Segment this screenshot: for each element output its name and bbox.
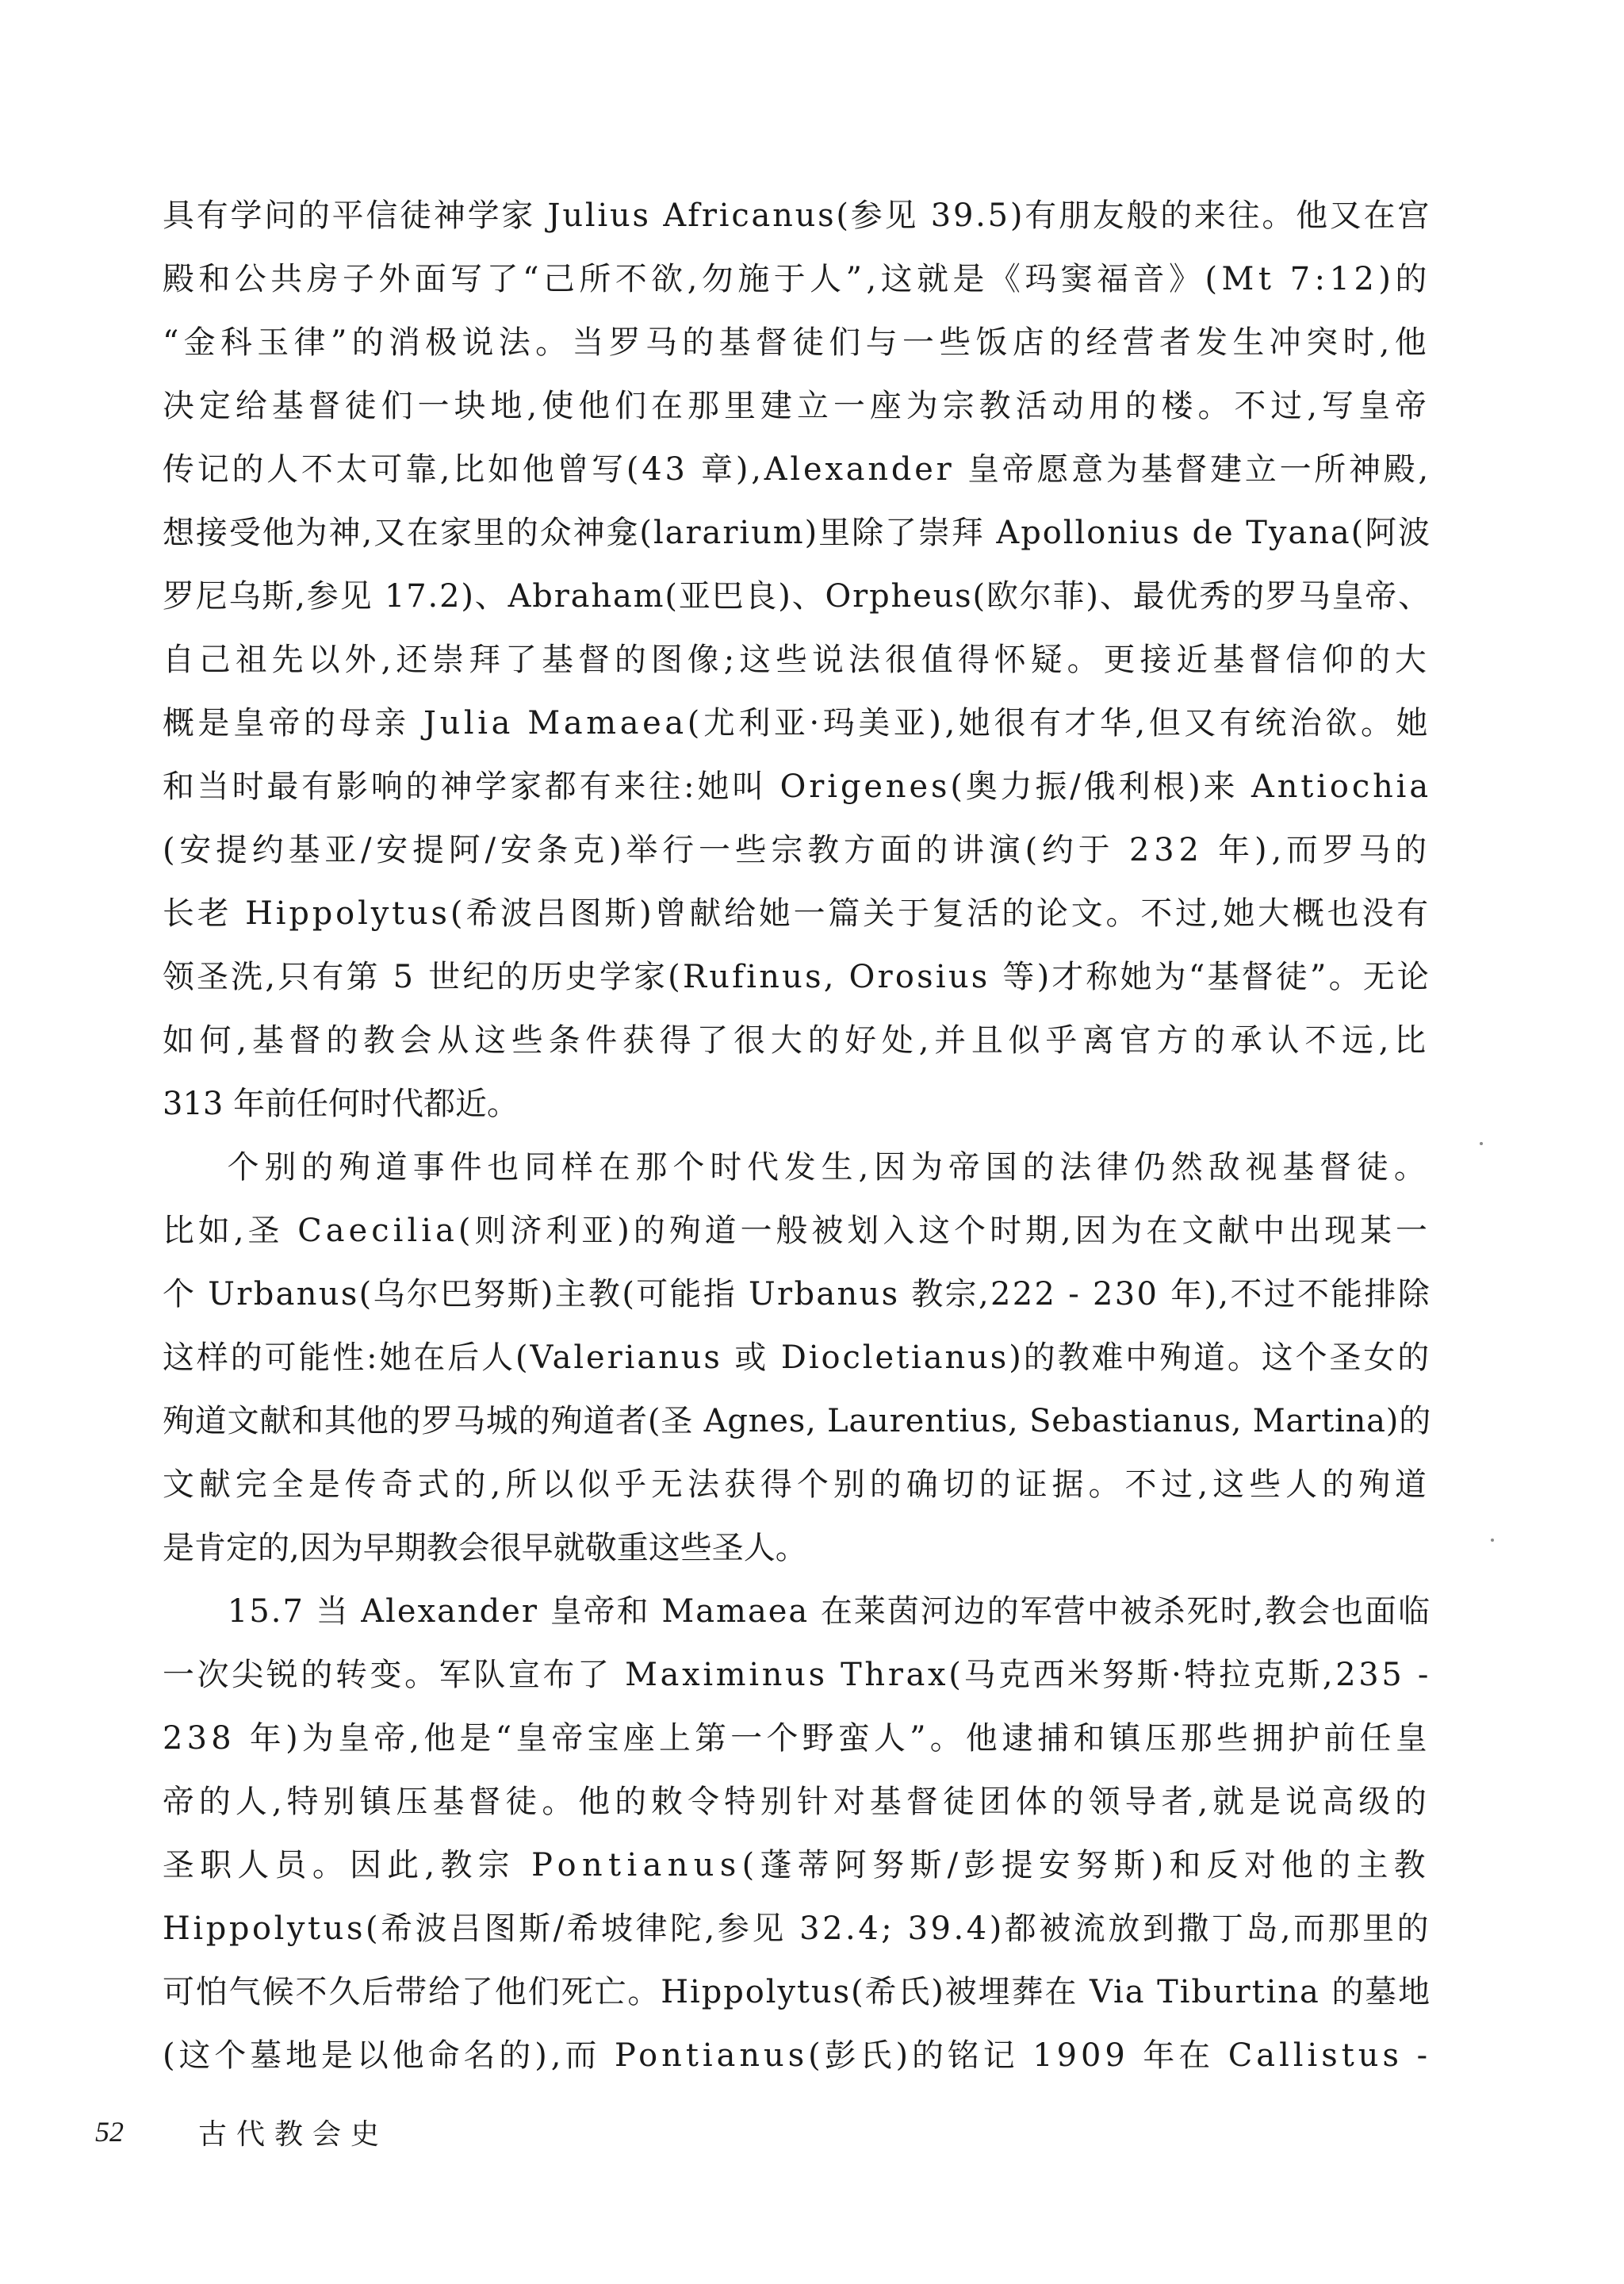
text-line: 个别的殉道事件也同样在那个时代发生,因为帝国的法律仍然敌视基督徒。 <box>227 1149 1431 1186</box>
text-line: 是肯定的,因为早期教会很早就敬重这些圣人。 <box>163 1530 807 1566</box>
text-line: 传记的人不太可靠,比如他曾写(43 章),Alexander 皇帝愿意为基督建立一所神殿, <box>163 451 1431 488</box>
page-number: 52 <box>95 2116 124 2148</box>
text-line: 想接受他为神,又在家里的众神龛(lararium)里除了崇拜 Apollonius de Tyana(阿波 <box>163 515 1432 551</box>
scan-speck <box>1491 1539 1494 1542</box>
text-line: 这样的可能性:她在后人(Valerianus 或 Diocletianus)的教难中殉道。这个圣女的 <box>163 1339 1432 1376</box>
text-line: 具有学问的平信徒神学家 Julius Africanus(参见 39.5)有朋友般的来往。他又在宫 <box>163 197 1432 234</box>
text-line: 个 Urbanus(乌尔巴努斯)主教(可能指 Urbanus 教宗,222 - 230 年),不过不能排除 <box>163 1276 1432 1313</box>
text-line: 概是皇帝的母亲 Julia Mamaea(尤利亚·玛美亚),她很有才华,但又有统治欲。她 <box>163 705 1431 742</box>
text-line: “金科玉律”的消极说法。当罗马的基督徒们与一些饭店的经营者发生冲突时,他 <box>163 324 1432 361</box>
text-line: 可怕气候不久后带给了他们死亡。Hippolytus(希氏)被埋葬在 Via Tiburtina 的墓地 <box>163 1974 1432 2010</box>
text-line: Hippolytus(希波吕图斯/希坡律陀,参见 32.4; 39.4)都被流放到撒丁岛,而那里的 <box>163 1910 1432 1947</box>
text-line: 决定给基督徒们一块地,使他们在那里建立一座为宗教活动用的楼。不过,写皇帝 <box>163 388 1432 424</box>
text-line: 领圣洗,只有第 5 世纪的历史学家(Rufinus, Orosius 等)才称她为“基督徒”。无论 <box>163 959 1432 995</box>
text-line: (这个墓地是以他命名的),而 Pontianus(彭氏)的铭记 1909 年在 Callistus - <box>163 2037 1432 2074</box>
scan-speck <box>1480 1142 1483 1145</box>
text-line: 殉道文献和其他的罗马城的殉道者(圣 Agnes, Laurentius, Sebastianus, Martina)的 <box>163 1403 1432 1439</box>
text-line: 殿和公共房子外面写了“己所不欲,勿施于人”,这就是《玛窦福音》(Mt 7:12)的 <box>163 261 1431 297</box>
text-line: 文献完全是传奇式的,所以似乎无法获得个别的确切的证据。不过,这些人的殉道 <box>163 1466 1432 1503</box>
text-line: 313 年前任何时代都近。 <box>163 1086 519 1122</box>
text-line: 长老 Hippolytus(希波吕图斯)曾献给她一篇关于复活的论文。不过,她大概也没有 <box>163 895 1432 932</box>
text-line: 一次尖锐的转变。军队宣布了 Maximinus Thrax(马克西米努斯·特拉克斯,235 - <box>163 1657 1432 1693</box>
body-text <box>163 184 1431 2087</box>
text-line: 圣职人员。因此,教宗 Pontianus(蓬蒂阿努斯/彭提安努斯)和反对他的主教 <box>163 1847 1432 1884</box>
text-line: 罗尼乌斯,参见 17.2)、Abraham(亚巴良)、Orpheus(欧尔菲)、最优秀的罗马皇帝、 <box>163 578 1431 615</box>
text-line: 帝的人,特别镇压基督徒。他的敕令特别针对基督徒团体的领导者,就是说高级的 <box>163 1784 1432 1820</box>
text-line: 比如,圣 Caecilia(则济利亚)的殉道一般被划入这个时期,因为在文献中出现某一 <box>163 1213 1431 1249</box>
page-footer <box>95 2108 389 2156</box>
text-line: 如何,基督的教会从这些条件获得了很大的好处,并且似乎离官方的承认不远,比 <box>163 1022 1431 1059</box>
running-title: 古代教会史 <box>198 2117 389 2151</box>
section-heading-line: 15.7 当 Alexander 皇帝和 Mamaea 在莱茵河边的军营中被杀死时,教会也面临 <box>227 1593 1431 1630</box>
text-line: 238 年)为皇帝,他是“皇帝宝座上第一个野蛮人”。他逮捕和镇压那些拥护前任皇 <box>163 1720 1431 1757</box>
text-line: 自己祖先以外,还崇拜了基督的图像;这些说法很值得怀疑。更接近基督信仰的大 <box>163 642 1431 678</box>
text-line: (安提约基亚/安提阿/安条克)举行一些宗教方面的讲演(约于 232 年),而罗马的 <box>163 832 1431 868</box>
text-line: 和当时最有影响的神学家都有来往:她叫 Origenes(奥力振/俄利根)来 Antiochia <box>163 768 1432 805</box>
